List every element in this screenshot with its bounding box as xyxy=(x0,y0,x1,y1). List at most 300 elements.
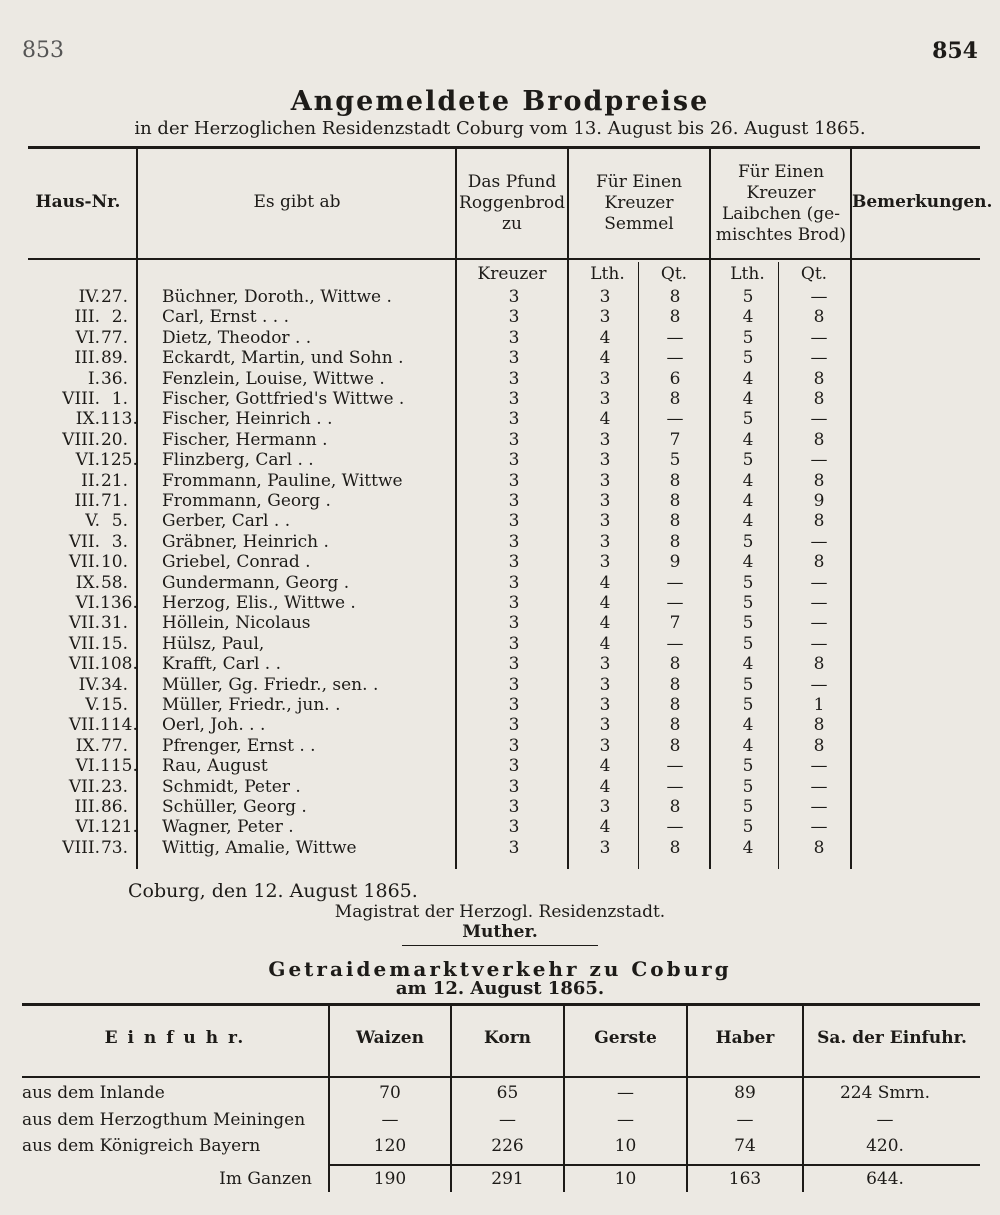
market-title: Getraidemarktverkehr zu Coburg xyxy=(268,957,732,981)
house-quarter: V. xyxy=(85,695,100,715)
house-number: 10. xyxy=(100,552,128,573)
seller-name: Carl, Ernst . . . xyxy=(162,307,289,328)
house-quarter: VIII. xyxy=(62,429,100,450)
laibchen-quentchen: 8 xyxy=(813,715,825,736)
pound-rye-price: 3 xyxy=(508,307,520,328)
house-number: 114. xyxy=(100,715,138,736)
seller-name: Frommann, Pauline, Wittwe xyxy=(162,470,403,491)
table-row xyxy=(0,430,1000,451)
pound-rye-price: 3 xyxy=(508,287,520,307)
house-number: 86. xyxy=(100,797,128,817)
semmel-loth: 3 xyxy=(599,695,611,715)
total-korn-value: 291 xyxy=(491,1169,524,1189)
table-row xyxy=(0,348,1000,369)
origin-label: aus dem Königreich Bayern xyxy=(22,1136,261,1156)
gerste-value: 10 xyxy=(614,1136,637,1156)
table-row xyxy=(0,287,1000,308)
table-top-rule xyxy=(28,146,980,149)
semmel-quentchen: 8 xyxy=(669,695,681,715)
semmel-loth: 3 xyxy=(599,797,611,817)
house-quarter: VII. xyxy=(68,633,100,654)
waizen-value: 70 xyxy=(379,1083,401,1103)
table-row xyxy=(0,511,1000,532)
laibchen-loth: 5 xyxy=(742,593,754,613)
house-number: 21. xyxy=(100,470,128,491)
semmel-quentchen: — xyxy=(666,327,684,348)
semmel-quentchen: — xyxy=(666,593,684,613)
bread-prices-title: Angemeldete Brodpreise xyxy=(290,86,710,117)
house-number: 73. xyxy=(100,837,128,858)
seller-name: Gundermann, Georg . xyxy=(162,572,350,593)
house-quarter: IV. xyxy=(78,674,100,695)
semmel-quentchen: — xyxy=(666,633,684,654)
table-row xyxy=(0,817,1000,838)
house-quarter: VII. xyxy=(68,531,100,552)
pound-rye-price: 3 xyxy=(508,409,520,430)
pound-rye-price: 3 xyxy=(508,450,520,471)
table-row xyxy=(0,634,1000,655)
total-sum-value: 644. xyxy=(866,1169,904,1189)
pound-rye-price: 3 xyxy=(508,531,520,552)
laibchen-loth: 4 xyxy=(742,654,754,675)
laibchen-quentchen: — xyxy=(810,797,828,817)
seller-name: Schmidt, Peter . xyxy=(162,776,301,797)
house-quarter: IX. xyxy=(75,735,100,756)
pound-rye-price: 3 xyxy=(508,593,520,613)
gerste-value: — xyxy=(617,1083,634,1103)
house-number: 20. xyxy=(100,429,128,450)
korn-value: 226 xyxy=(491,1136,524,1156)
laibchen-loth: 4 xyxy=(742,837,754,858)
semmel-loth: 3 xyxy=(599,450,611,471)
seller-name: Schüller, Georg . xyxy=(162,797,307,817)
table-row xyxy=(0,573,1000,594)
house-quarter: II. xyxy=(81,470,100,491)
seller-name: Herzog, Elis., Wittwe . xyxy=(162,593,356,613)
table-row xyxy=(0,369,1000,390)
semmel-loth: 4 xyxy=(599,756,611,777)
laibchen-loth: 5 xyxy=(742,776,754,797)
market-total-row xyxy=(0,1169,1000,1193)
semmel-quentchen: 8 xyxy=(669,674,681,695)
semmel-quentchen: 8 xyxy=(669,797,681,817)
header-gerste: Gerste xyxy=(594,1028,657,1048)
laibchen-quentchen: — xyxy=(810,633,828,654)
haber-value: 89 xyxy=(734,1083,756,1103)
semmel-quentchen: 8 xyxy=(669,511,681,532)
laibchen-quentchen: — xyxy=(810,572,828,593)
semmel-quentchen: 8 xyxy=(669,715,681,736)
pound-rye-price: 3 xyxy=(508,348,520,369)
house-quarter: I. xyxy=(87,368,100,389)
haber-value: — xyxy=(736,1110,754,1130)
header-seller: Es gibt ab xyxy=(253,192,341,212)
house-quarter: III. xyxy=(74,797,100,817)
laibchen-loth: 5 xyxy=(742,633,754,654)
semmel-loth: 4 xyxy=(599,817,611,838)
seller-name: Wagner, Peter . xyxy=(162,817,294,838)
laibchen-quentchen: — xyxy=(810,593,828,613)
waizen-value: — xyxy=(381,1110,399,1130)
market-row xyxy=(0,1110,1000,1134)
seller-name: Fischer, Heinrich . . xyxy=(162,409,333,430)
house-number: 15. xyxy=(100,633,128,654)
semmel-quentchen: 6 xyxy=(669,368,681,389)
laibchen-quentchen: — xyxy=(810,776,828,797)
seller-name: Krafft, Carl . . xyxy=(162,654,281,675)
semmel-quentchen: — xyxy=(666,572,684,593)
semmel-quentchen: 8 xyxy=(669,491,681,511)
pound-rye-price: 3 xyxy=(508,572,520,593)
semmel-loth: 3 xyxy=(599,735,611,756)
table-row xyxy=(0,552,1000,573)
pound-rye-price: 3 xyxy=(508,674,520,695)
semmel-loth: 4 xyxy=(599,613,611,634)
pound-rye-price: 3 xyxy=(508,511,520,532)
seller-name: Oerl, Joh. . . xyxy=(162,715,266,736)
laibchen-quentchen: 8 xyxy=(813,837,825,858)
sum-value: — xyxy=(876,1110,894,1130)
house-quarter: IV. xyxy=(78,287,100,307)
total-label: Im Ganzen xyxy=(219,1169,312,1189)
laibchen-loth: 4 xyxy=(742,735,754,756)
unit-loth: Lth. xyxy=(590,264,625,284)
semmel-loth: 3 xyxy=(599,837,611,858)
pound-rye-price: 3 xyxy=(508,552,520,573)
house-number: 1. xyxy=(111,389,128,409)
seller-name: Höllein, Nicolaus xyxy=(162,613,311,634)
semmel-quentchen: 7 xyxy=(669,613,681,634)
laibchen-loth: 4 xyxy=(742,389,754,409)
laibchen-quentchen: 8 xyxy=(813,429,825,450)
laibchen-quentchen: 8 xyxy=(813,389,825,409)
unit-quentchen: Qt. xyxy=(800,264,828,284)
semmel-loth: 4 xyxy=(599,572,611,593)
semmel-quentchen: — xyxy=(666,776,684,797)
table-row xyxy=(0,389,1000,410)
header-house-number: Haus-Nr. xyxy=(35,192,121,212)
pound-rye-price: 3 xyxy=(508,695,520,715)
header-einfuhr: E i n f u h r. xyxy=(104,1028,246,1048)
semmel-loth: 3 xyxy=(599,429,611,450)
seller-name: Griebel, Conrad . xyxy=(162,552,311,573)
semmel-quentchen: 8 xyxy=(669,389,681,409)
laibchen-quentchen: — xyxy=(810,817,828,838)
laibchen-loth: 4 xyxy=(742,715,754,736)
semmel-loth: 3 xyxy=(599,511,611,532)
market-row xyxy=(0,1136,1000,1160)
house-number: 27. xyxy=(100,287,128,307)
house-number: 125. xyxy=(100,450,138,471)
house-quarter: VI. xyxy=(75,593,100,613)
house-number: 23. xyxy=(100,776,128,797)
origin-label: aus dem Herzogthum Meiningen xyxy=(22,1110,306,1130)
table-row xyxy=(0,675,1000,696)
pound-rye-price: 3 xyxy=(508,797,520,817)
total-gerste-value: 10 xyxy=(614,1169,637,1189)
table-row xyxy=(0,613,1000,634)
laibchen-quentchen: — xyxy=(810,287,828,307)
pound-rye-price: 3 xyxy=(508,429,520,450)
table-row xyxy=(0,715,1000,736)
table-row xyxy=(0,532,1000,553)
semmel-quentchen: 8 xyxy=(669,837,681,858)
house-number: 71. xyxy=(100,491,128,511)
seller-name: Fenzlein, Louise, Wittwe . xyxy=(162,368,385,389)
place-date: Coburg, den 12. August 1865. xyxy=(128,880,418,902)
semmel-loth: 4 xyxy=(599,327,611,348)
house-number: 58. xyxy=(100,572,128,593)
pound-rye-price: 3 xyxy=(508,491,520,511)
seller-name: Rau, August xyxy=(162,756,268,777)
seller-name: Hülsz, Paul, xyxy=(162,633,265,654)
header-sum: Sa. der Einfuhr. xyxy=(817,1028,967,1048)
semmel-loth: 3 xyxy=(599,287,611,307)
laibchen-quentchen: 8 xyxy=(813,368,825,389)
market-table-header-rule xyxy=(22,1076,980,1078)
pound-rye-price: 3 xyxy=(508,470,520,491)
seller-name: Wittig, Amalie, Wittwe xyxy=(162,837,357,858)
semmel-quentchen: — xyxy=(666,817,684,838)
semmel-quentchen: 5 xyxy=(669,450,681,471)
laibchen-quentchen: — xyxy=(810,674,828,695)
pound-rye-price: 3 xyxy=(508,389,520,409)
header-semmel: Für Einen Kreuzer Semmel xyxy=(595,172,683,234)
seller-name: Eckardt, Martin, und Sohn . xyxy=(162,348,404,369)
house-quarter: VI. xyxy=(75,450,100,471)
semmel-loth: 3 xyxy=(599,654,611,675)
table-row xyxy=(0,450,1000,471)
house-quarter: VIII. xyxy=(62,389,100,409)
origin-label: aus dem Inlande xyxy=(22,1083,165,1103)
table-row xyxy=(0,307,1000,328)
pound-rye-price: 3 xyxy=(508,817,520,838)
laibchen-loth: 4 xyxy=(742,552,754,573)
pound-rye-price: 3 xyxy=(508,715,520,736)
pound-rye-price: 3 xyxy=(508,613,520,634)
semmel-quentchen: — xyxy=(666,756,684,777)
semmel-loth: 4 xyxy=(599,776,611,797)
house-quarter: VI. xyxy=(75,327,100,348)
laibchen-quentchen: 8 xyxy=(813,552,825,573)
house-quarter: VIII. xyxy=(62,837,100,858)
house-quarter: VI. xyxy=(75,817,100,838)
house-quarter: VI. xyxy=(75,756,100,777)
semmel-loth: 3 xyxy=(599,552,611,573)
market-subtitle: am 12. August 1865. xyxy=(395,978,605,999)
semmel-loth: 3 xyxy=(599,307,611,328)
laibchen-quentchen: — xyxy=(810,327,828,348)
table-row xyxy=(0,695,1000,716)
house-number: 136. xyxy=(100,593,138,613)
laibchen-loth: 5 xyxy=(742,674,754,695)
house-number: 113. xyxy=(100,409,138,430)
pound-rye-price: 3 xyxy=(508,756,520,777)
pound-rye-price: 3 xyxy=(508,837,520,858)
semmel-loth: 3 xyxy=(599,531,611,552)
laibchen-quentchen: — xyxy=(810,613,828,634)
laibchen-quentchen: 1 xyxy=(813,695,825,715)
market-table-top-rule xyxy=(22,1003,980,1006)
sum-value: 420. xyxy=(866,1136,904,1156)
korn-value: 65 xyxy=(496,1083,519,1103)
laibchen-quentchen: — xyxy=(810,348,828,369)
house-number: 115. xyxy=(100,756,138,777)
table-row xyxy=(0,654,1000,675)
laibchen-quentchen: 8 xyxy=(813,511,825,532)
laibchen-loth: 5 xyxy=(742,450,754,471)
table-row xyxy=(0,491,1000,512)
house-number: 5. xyxy=(111,511,128,532)
house-quarter: VII. xyxy=(68,715,100,736)
issuing-office: Magistrat der Herzogl. Residenzstadt. xyxy=(334,902,666,922)
semmel-loth: 3 xyxy=(599,715,611,736)
semmel-loth: 4 xyxy=(599,593,611,613)
semmel-loth: 3 xyxy=(599,368,611,389)
laibchen-loth: 4 xyxy=(742,429,754,450)
table-row xyxy=(0,328,1000,349)
house-number: 77. xyxy=(100,327,128,348)
seller-name: Fischer, Hermann . xyxy=(162,429,328,450)
semmel-quentchen: 8 xyxy=(669,654,681,675)
seller-name: Gerber, Carl . . xyxy=(162,511,291,532)
semmel-quentchen: 8 xyxy=(669,470,681,491)
house-number: 36. xyxy=(100,368,128,389)
laibchen-quentchen: 8 xyxy=(813,470,825,491)
seller-name: Frommann, Georg . xyxy=(162,491,331,511)
header-waizen: Waizen xyxy=(356,1028,424,1048)
laibchen-loth: 5 xyxy=(742,531,754,552)
semmel-quentchen: — xyxy=(666,409,684,430)
table-row xyxy=(0,409,1000,430)
laibchen-loth: 5 xyxy=(742,817,754,838)
house-number: 108. xyxy=(100,654,138,675)
header-haber: Haber xyxy=(715,1028,775,1048)
laibchen-quentchen: 8 xyxy=(813,654,825,675)
laibchen-quentchen: 8 xyxy=(813,307,825,328)
laibchen-quentchen: 8 xyxy=(813,735,825,756)
laibchen-loth: 5 xyxy=(742,756,754,777)
laibchen-loth: 5 xyxy=(742,695,754,715)
market-row xyxy=(0,1083,1000,1107)
laibchen-quentchen: — xyxy=(810,531,828,552)
table-header-rule xyxy=(28,258,980,260)
laibchen-quentchen: — xyxy=(810,409,828,430)
semmel-quentchen: 8 xyxy=(669,307,681,328)
laibchen-loth: 5 xyxy=(742,287,754,307)
house-number: 2. xyxy=(111,307,128,328)
pound-rye-price: 3 xyxy=(508,654,520,675)
table-row xyxy=(0,471,1000,492)
house-quarter: III. xyxy=(74,307,100,328)
house-number: 3. xyxy=(111,531,128,552)
laibchen-quentchen: — xyxy=(810,450,828,471)
laibchen-loth: 5 xyxy=(742,348,754,369)
house-quarter: III. xyxy=(74,348,100,369)
seller-name: Müller, Friedr., jun. . xyxy=(162,695,341,715)
laibchen-loth: 4 xyxy=(742,491,754,511)
seller-name: Gräbner, Heinrich . xyxy=(162,531,329,552)
bread-prices-subtitle: in der Herzoglichen Residenzstadt Coburg vom 13. August bis 26. August 1865. xyxy=(134,118,866,139)
house-quarter: V. xyxy=(85,511,100,532)
unit-kreuzer: Kreuzer xyxy=(477,264,547,284)
laibchen-quentchen: 9 xyxy=(813,491,825,511)
semmel-quentchen: — xyxy=(666,348,684,369)
house-quarter: VII. xyxy=(68,654,100,675)
laibchen-loth: 4 xyxy=(742,511,754,532)
laibchen-loth: 5 xyxy=(742,572,754,593)
table-row xyxy=(0,777,1000,798)
house-quarter: IX. xyxy=(75,409,100,430)
semmel-quentchen: 8 xyxy=(669,531,681,552)
seller-name: Flinzberg, Carl . . xyxy=(162,450,314,471)
haber-value: 74 xyxy=(734,1136,756,1156)
laibchen-loth: 4 xyxy=(742,470,754,491)
laibchen-loth: 4 xyxy=(742,368,754,389)
seller-name: Pfrenger, Ernst . . xyxy=(162,735,316,756)
unit-loth: Lth. xyxy=(730,264,765,284)
pound-rye-price: 3 xyxy=(508,327,520,348)
page-number-left: 853 xyxy=(22,38,64,63)
laibchen-loth: 5 xyxy=(742,327,754,348)
semmel-loth: 4 xyxy=(599,409,611,430)
seller-name: Fischer, Gottfried's Wittwe . xyxy=(162,389,405,409)
total-waizen-value: 190 xyxy=(373,1169,407,1189)
semmel-quentchen: 8 xyxy=(669,287,681,307)
header-remarks: Bemerkungen. xyxy=(852,192,993,212)
pound-rye-price: 3 xyxy=(508,633,520,654)
house-number: 34. xyxy=(100,674,128,695)
semmel-loth: 4 xyxy=(599,633,611,654)
separator-rule xyxy=(402,945,598,946)
laibchen-loth: 4 xyxy=(742,307,754,328)
semmel-quentchen: 8 xyxy=(669,735,681,756)
table-row xyxy=(0,756,1000,777)
unit-quentchen: Qt. xyxy=(660,264,688,284)
seller-name: Müller, Gg. Friedr., sen. . xyxy=(162,674,379,695)
waizen-value: 120 xyxy=(373,1136,407,1156)
house-number: 15. xyxy=(100,695,128,715)
header-pound-rye: Das Pfund Roggenbrod zu xyxy=(459,172,565,234)
semmel-quentchen: 9 xyxy=(669,552,681,573)
pound-rye-price: 3 xyxy=(508,735,520,756)
signatory: Muther. xyxy=(462,922,538,942)
laibchen-loth: 5 xyxy=(742,409,754,430)
header-laibchen: Für Einen Kreuzer Laibchen (ge- mischtes Brod) xyxy=(715,162,847,245)
semmel-loth: 3 xyxy=(599,674,611,695)
table-row xyxy=(0,797,1000,818)
semmel-loth: 3 xyxy=(599,470,611,491)
semmel-loth: 3 xyxy=(599,389,611,409)
gerste-value: — xyxy=(617,1110,634,1130)
laibchen-quentchen: — xyxy=(810,756,828,777)
market-total-rule xyxy=(330,1164,980,1166)
house-quarter: IX. xyxy=(75,572,100,593)
pound-rye-price: 3 xyxy=(508,776,520,797)
table-row xyxy=(0,838,1000,859)
header-korn: Korn xyxy=(483,1028,532,1048)
seller-name: Dietz, Theodor . . xyxy=(162,327,312,348)
sum-value: 224 Smrn. xyxy=(839,1083,931,1103)
laibchen-loth: 5 xyxy=(742,797,754,817)
house-number: 89. xyxy=(100,348,128,369)
seller-name: Büchner, Doroth., Wittwe . xyxy=(162,287,392,307)
total-haber-value: 163 xyxy=(728,1169,762,1189)
house-quarter: VII. xyxy=(68,613,100,634)
semmel-loth: 3 xyxy=(599,491,611,511)
pound-rye-price: 3 xyxy=(508,368,520,389)
semmel-loth: 4 xyxy=(599,348,611,369)
